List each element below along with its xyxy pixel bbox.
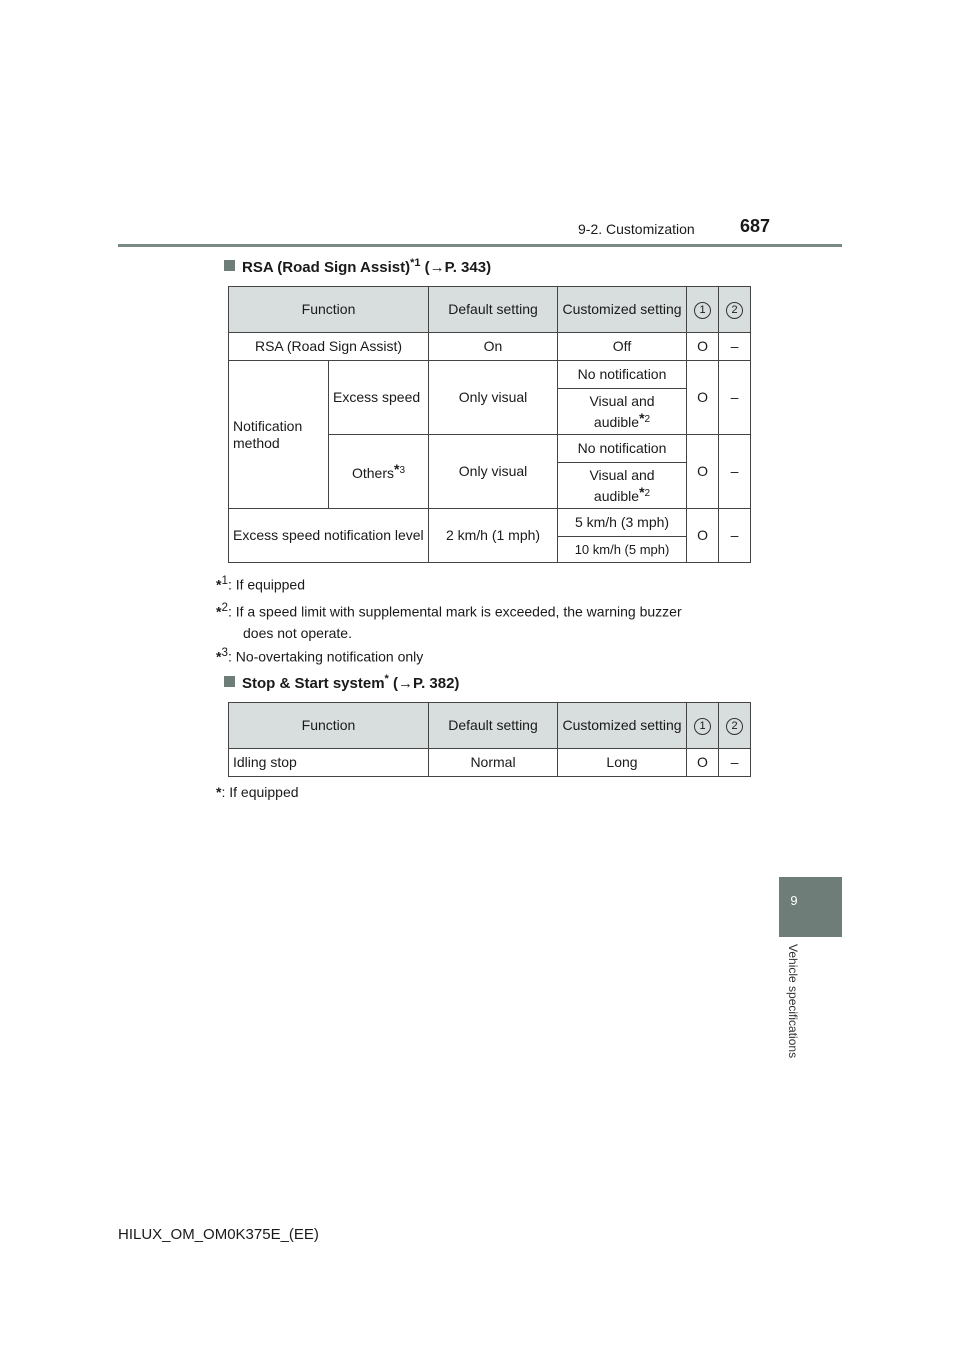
footnote-mark: * [216,784,222,800]
footnote-text: : If equipped [221,784,299,800]
footnote-mark: * [216,648,222,665]
chapter-label: Vehicle specifications [786,944,800,1059]
circled-2-icon: 2 [726,718,743,735]
cell-custom: 10 km/h (5 mph) [558,537,687,563]
cell-custom-text: Visual and audible [589,392,655,430]
footnote-number: 1 [221,574,228,587]
page-number: 687 [740,216,771,236]
circled-2-icon: 2 [726,302,743,319]
cell-subfunction-text: Others [351,465,394,481]
rsa-table [228,286,751,563]
cell-c2: – [719,333,751,361]
table-row [229,749,751,777]
square-bullet-icon [224,260,235,271]
footnote-number: 3 [221,646,228,659]
header-function: Function [229,287,429,333]
rsa-heading-text: RSA (Road Sign Assist) [242,259,411,276]
section-title: 9-2. Customization [578,221,695,237]
stop-start-heading-text: Stop & Start system [242,675,385,692]
cell-default: 2 km/h (1 mph) [429,509,558,563]
rsa-heading-ref: (→P. 343) [424,259,492,276]
cell-c1: O [687,361,719,435]
header-col1 [687,287,719,333]
stop-start-heading [224,673,459,692]
cell-custom: No notification [558,361,687,389]
cell-c1: O [687,435,719,509]
stop-start-table [228,702,751,777]
cell-default: Only visual [429,361,558,435]
header-col2 [719,287,751,333]
cell-function: RSA (Road Sign Assist) [229,333,429,361]
cell-c1: O [687,749,719,777]
cell-default: Normal [429,749,558,777]
cell-custom-text: Visual and audible [589,466,655,504]
footnote-number: 2 [221,601,228,614]
cell-custom [558,389,687,435]
cell-c2: – [719,361,751,435]
cell-custom: 5 km/h (3 mph) [558,509,687,537]
cell-c2: – [719,509,751,563]
cell-c1: O [687,509,719,563]
cell-function: Excess speed notification level [229,509,429,563]
header-default: Default setting [429,703,558,749]
table-row [229,333,751,361]
header-divider [118,244,842,247]
document-code: HILUX_OM_OM0K375E_(EE) [118,1226,319,1243]
cell-default: On [429,333,558,361]
footnote-number: 3 [399,465,406,476]
footnote-2 [216,597,746,644]
table-row [229,361,751,389]
circled-1-icon: 1 [694,718,711,735]
cell-function: Idling stop [229,749,429,777]
cell-custom: Off [558,333,687,361]
header-col1 [687,703,719,749]
cell-custom [558,463,687,509]
footnote-mark: * [216,576,222,593]
header-default: Default setting [429,287,558,333]
footnote-text: : If equipped [227,576,305,593]
stop-start-heading-sup: * [384,673,389,685]
footnote-text-continued: does not operate. [243,624,352,641]
circled-1-icon: 1 [694,302,711,319]
footnote-mark: * [639,409,645,426]
header-col2 [719,703,751,749]
cell-subfunction [329,435,429,509]
square-bullet-icon [224,676,235,687]
header-function: Function [229,703,429,749]
footnote-mark: * [216,603,222,620]
header-customized: Customized setting [558,287,687,333]
rsa-heading [224,257,491,276]
cell-c2: – [719,749,751,777]
footnote-mark: * [639,483,645,500]
footnote-text: : If a speed limit with supplemental mark is exceeded, the warning buzzer [227,603,682,620]
header-customized: Customized setting [558,703,687,749]
footnote-number: 2 [644,487,651,499]
rsa-heading-sup: *1 [410,257,421,269]
cell-default: Only visual [429,435,558,509]
cell-custom: No notification [558,435,687,463]
footnote-mark: * [394,461,400,477]
chapter-number: 9 [790,893,798,908]
footnote-text: : No-overtaking notification only [227,648,424,665]
cell-c1: O [687,333,719,361]
footnote-1 [216,570,746,596]
table-row [229,509,751,537]
cell-function: Notification method [229,361,329,509]
cell-subfunction: Excess speed [329,361,429,435]
footnote-stop-start [216,782,746,803]
footnote-number: 2 [644,413,651,425]
stop-start-heading-ref: (→P. 382) [393,675,460,692]
cell-c2: – [719,435,751,509]
cell-custom: Long [558,749,687,777]
footnote-3 [216,642,746,668]
